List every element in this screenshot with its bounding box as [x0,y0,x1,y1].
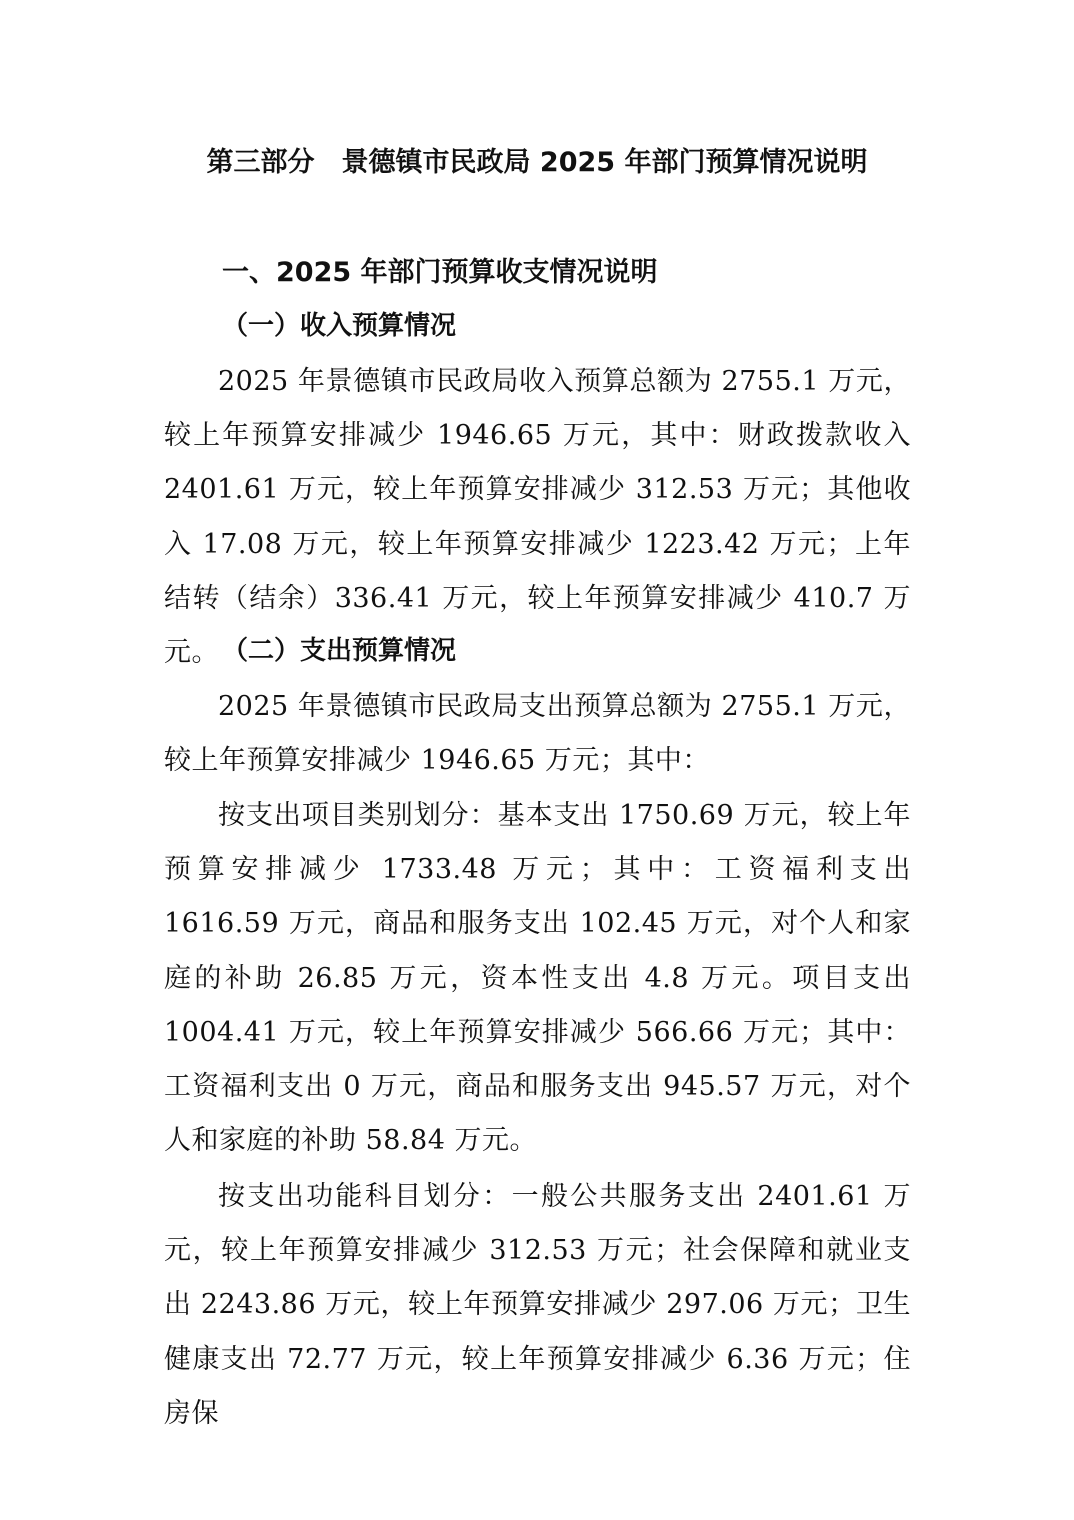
subsection-heading-income: （一）收入预算情况 [222,311,457,341]
document-title: 第三部分 景德镇市民政局 2025 年部门预算情况说明 [206,147,868,178]
income-budget-paragraph: 2025 年景德镇市民政局收入预算总额为 2755.1 万元，较上年预算安排减少 1946.65 万元，其中：财政拨款收入 2401.61 万元，较上年预算安排减少 312.53 万元；其他收入 17.08 万元，较上年预算安排减少 1223.42 万元；上年结转（结余）336.41 万元，较上年预算安排减少 410.7 万元。 [164,366,911,669]
section-heading-budget-overview: 一、2025 年部门预算收支情况说明 [222,257,658,288]
subsection-heading-expense: （二）支出预算情况 [222,636,457,666]
expense-total-paragraph: 2025 年景德镇市民政局支出预算总额为 2755.1 万元，较上年预算安排减少 1946.65 万元；其中： [164,691,911,777]
expense-by-category-paragraph: 按支出项目类别划分：基本支出 1750.69 万元，较上年预算安排减少 1733.48 万元；其中：工资福利支出 1616.59 万元，商品和服务支出 102.45 万元，对个人和家庭的补助 26.85 万元，资本性支出 4.8 万元。项目支出 1004.41 万元，较上年预算安排减少 566.66 万元；其中：工资福利支出 0 万元，商品和服务支出 945.57 万元，对个人和家庭的补助 58.84 万元。 [164,800,911,1157]
expense-by-function-paragraph: 按支出功能科目划分：一般公共服务支出 2401.61 万元，较上年预算安排减少 312.53 万元；社会保障和就业支出 2243.86 万元，较上年预算安排减少 297.06 万元；卫生健康支出 72.77 万元，较上年预算安排减少 6.36 万元；住房保 [164,1181,911,1429]
